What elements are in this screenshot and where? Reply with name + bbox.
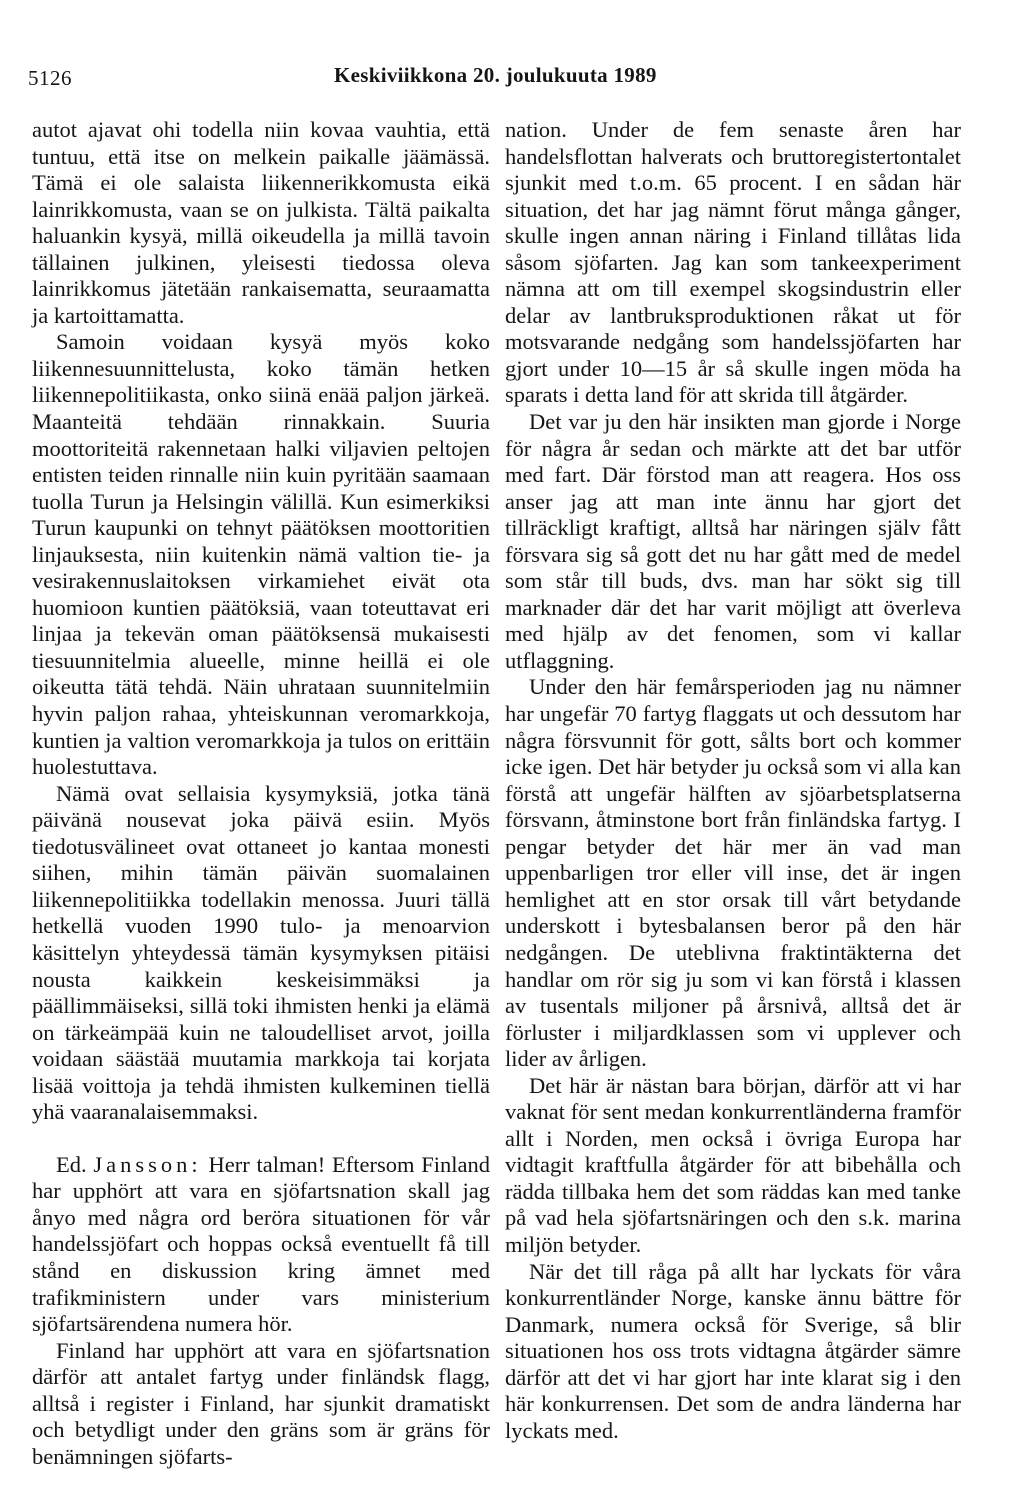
page-number: 5126 bbox=[28, 66, 72, 90]
right-paragraph-2: Det var ju den här insikten man gjorde i Norge för några år sedan och märkte att det bar utför med fart. Där förstod man att reagera. Hos oss anser jag att man inte ännu har gjort det tillräckligt kraftigt, alltså har näringen själv fått försvara sig så gott det nu har gått med de medel som står till buds, dvs. man har sökt sig till marknader där det har varit möjligt att överleva med hjälp av det fenomen, som vi kallar utflaggning. bbox=[505, 409, 961, 673]
left-paragraph-1: autot ajavat ohi todella niin kovaa vauhtia, että tuntuu, että itse on melkein paikalle jäämässä. Tämä ei ole salaista liikennerikkomusta eikä lainrikkomusta, vaan se on julkista. Tältä paikalta haluankin kysyä, millä oikeudella ja millä tavoin tällainen julkinen, yleisesti tiedossa oleva lainrikkomus jätetään rankaisematta, seuraamatta ja kartoittamatta. bbox=[32, 117, 490, 328]
right-column bbox=[505, 117, 961, 1444]
speech-opening-paragraph bbox=[32, 1152, 490, 1338]
left-paragraph-2: Samoin voidaan kysyä myös koko liikennesuunnittelusta, koko tämän hetken liikennepolitiikasta, onko siinä enää paljon järkeä. Maanteitä tehdään rinnakkain. Suuria moottoriteitä rakennetaan halki viljavien peltojen entisten teiden rinnalle niin kuin pyritään saamaan tuolla Turun ja Helsingin välillä. Kun esimerkiksi Turun kaupunki on tehnyt päätöksen moottoritien linjauksesta, niin kuitenkin nämä valtion tie- ja vesirakennuslaitoksen virkamiehet eivät ota huomioon kuntien päätöksiä, vaan toteuttavat eri linjaa ja tekevän oman päätöksensä mukaisesti tiesuunnitelmia alueelle, minne heillä ei ole oikeutta tätä tehdä. Näin uhrataan suunnitelmiin hyvin paljon rahaa, yhteiskunnan veromarkkoja, kuntien ja valtion veromarkkoja ja tulos on erittäin huolestuttava. bbox=[32, 329, 490, 780]
running-head: Keskiviikkona 20. joulukuuta 1989 bbox=[334, 63, 657, 87]
speaker-name: Jansson: bbox=[93, 1151, 202, 1177]
right-paragraph-1: nation. Under de fem senaste åren har handelsflottan halverats och bruttoregistertontalet sjunkit med t.o.m. 65 procent. I en sådan här situation, det har jag nämnt förut många gånger, skulle ingen annan näring i Finland tillåtas lida såsom sjöfarten. Jag kan som tankeexperiment nämna att om till exempel skogsindustrin eller delar av lantbruksproduktionen råkat ut för motsvarande nedgång som handelssjöfarten har gjort under 10—15 år så skulle ingen möda ha sparats i detta land för att skrida till åtgärder. bbox=[505, 117, 961, 408]
left-paragraph-5: Finland har upphört att vara en sjöfartsnation därför att antalet fartyg under finländsk flagg, alltså i register i Finland, har sjunkit dramatiskt och betydligt under den gräns som är gräns för benämningen sjöfarts- bbox=[32, 1337, 490, 1469]
speech-opening-text: Herr talman! Eftersom Finland har upphört att vara en sjöfartsnation skall jag ånyo med några ord beröra situationen för vår handelssjöfart och hoppas också eventuellt få till stånd en diskussion kring ämnet med trafikministern under vars ministerium sjöfartsärendena numera hör. bbox=[32, 1151, 491, 1337]
left-paragraph-3: Nämä ovat sellaisia kysymyksiä, jotka tänä päivänä nousevat joka päivä esiin. Myös tiedotusvälineet ovat ottaneet jo kantaa monesti siihen, mihin tämän päivän suomalainen liikennepolitiikka todellakin menossa. Juuri tällä hetkellä vuoden 1990 tulo- ja menoarvion käsittelyn yhteydessä tämän kysymyksen pitäisi nousta kaikkein keskeisimmäksi ja päällimmäiseksi, sillä toki ihmisten henki ja elämä on tärkeämpää kuin ne taloudelliset arvot, joilla voidaan säästää muutamia markkoja tai korjata lisää voittoja ja tehdä ihmisten kulkeminen tiellä yhä vaaranalaisemmaksi. bbox=[32, 780, 490, 1125]
left-column bbox=[32, 117, 490, 1470]
right-paragraph-5: När det till råga på allt har lyckats för våra konkurrentländer Norge, kanske ännu bättre för Danmark, numera också för Sverige, så blir situationen hos oss trots vidtagna åtgärder sämre därför att det vi har gjort har inte klarat sig i den här konkurrensen. Det som de andra länderna har lyckats med. bbox=[505, 1258, 961, 1443]
right-paragraph-4: Det här är nästan bara början, därför att vi har vaknat för sent medan konkurrentländerna framför allt i Norden, men också i övriga Europa har vidtagit kraftfulla åtgärder för att bibehålla och rädda tillbaka hem det som räddas kan med tanke på vad hela sjöfartsnäringen och den s.k. marina miljön betyder. bbox=[505, 1072, 961, 1257]
speaker-prefix: Ed. bbox=[56, 1151, 87, 1177]
right-paragraph-3: Under den här femårsperioden jag nu nämner har ungefär 70 fartyg flaggats ut och dessutom har några försvunnit för gott, sålts bort och kommer icke igen. Det här betyder ju också som vi alla kan förstå att ungefär hälften av sjöarbetsplatserna försvann, åtminstone bort från finländska fartyg. I pengar betyder det här mer än vad man uppenbarligen tror eller vill inse, det är ingen hemlighet att en stor orsak till vårt betydande underskott i bytesbalansen beror på den här nedgången. De uteblivna fraktintäkterna det handlar om rör sig ju som vi kan förstå i klassen av tusentals miljoner på årsnivå, alltså det är förluster i miljardklassen som vi upplever och lider av årligen. bbox=[505, 674, 961, 1072]
